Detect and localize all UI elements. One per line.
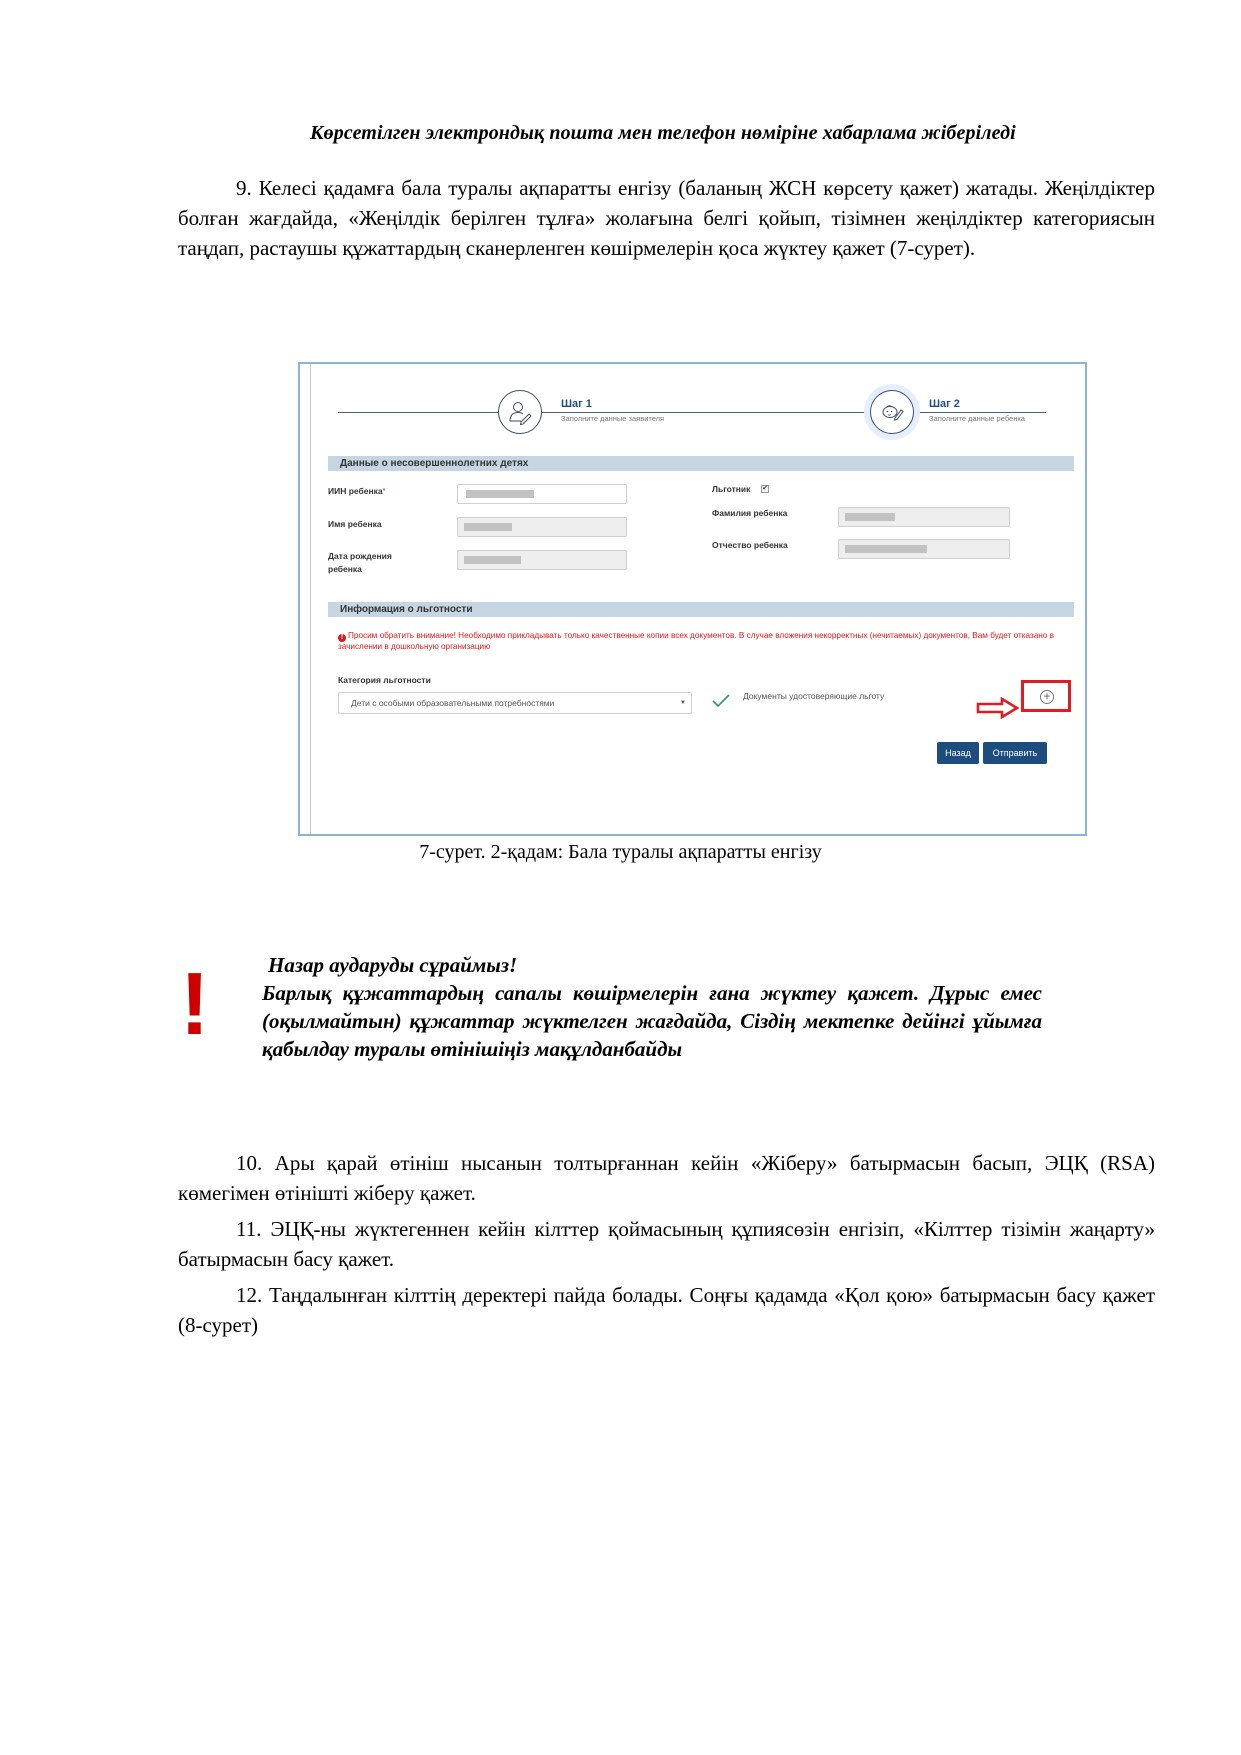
step-1-circle xyxy=(498,390,542,434)
birth-date-label: Дата рождения ребенка xyxy=(328,551,392,574)
category-label: Категория льготности xyxy=(338,675,431,685)
left-rail xyxy=(310,364,311,834)
add-document-button[interactable]: + xyxy=(1040,690,1054,704)
paragraph-11 xyxy=(178,1214,1155,1274)
child-edit-icon xyxy=(879,399,905,425)
last-name-label: Фамилия ребенка xyxy=(712,508,788,518)
patronymic-label: Отчество ребенка xyxy=(712,540,788,550)
patronymic-input[interactable] xyxy=(838,539,1010,559)
redacted-value xyxy=(464,556,521,564)
iin-label xyxy=(328,485,385,498)
paragraph-10 xyxy=(178,1148,1155,1208)
first-name-label: Имя ребенка xyxy=(328,519,382,529)
warning-body: Барлық құжаттардың сапалы көшірмелерін ғана жүктеу қажет. Дұрыс емес (оқылмайтын) құжаттар жүктелген жағдайда, Сіздің мектепке дейінгі ұйымға қабылдау туралы өтінішіңіз мақұлданбайды xyxy=(262,981,1042,1061)
iin-input[interactable] xyxy=(457,484,627,504)
alert-text: Просим обратить внимание! Необходимо прикладывать только качественные копии всех документов. В случае вложения некорректных (нечитаемых) документов, Вам будет отказано в зачислении в дошкольную организацию xyxy=(338,631,1054,651)
redacted-value xyxy=(845,545,927,553)
arrow-annotation-icon xyxy=(976,697,1020,719)
paragraph-9 xyxy=(178,173,1155,263)
warning-block xyxy=(262,951,1042,1063)
exclamation-icon: ! xyxy=(180,954,210,1053)
benefit-checkbox[interactable]: ✔ xyxy=(762,485,768,492)
paragraph-11-text: 11. ЭЦҚ-ны жүктегеннен кейін кілттер қоймасының құпиясөзін енгізіп, «Кілттер тізімін жаңарту» батырмасын басу қажет. xyxy=(178,1217,1155,1271)
birth-date-input[interactable] xyxy=(457,550,627,570)
documents-label: Документы удостоверяющие льготу xyxy=(743,691,885,701)
category-select[interactable] xyxy=(338,692,692,714)
children-section-header: Данные о несовершеннолетних детях xyxy=(328,456,1074,471)
chevron-down-icon: ▼ xyxy=(680,700,686,706)
alert-message xyxy=(338,631,1058,652)
step-2-circle xyxy=(870,390,914,434)
paragraph-12 xyxy=(178,1280,1155,1340)
last-name-input[interactable] xyxy=(838,507,1010,527)
step-2-title: Шаг 2 xyxy=(929,398,960,410)
figure-screenshot xyxy=(298,362,1087,836)
step-2-subtitle: Заполните данные ребенка xyxy=(929,414,1025,423)
submit-button[interactable]: Отправить xyxy=(983,742,1047,764)
stepper-line xyxy=(338,412,1046,413)
checkmark-icon xyxy=(712,694,730,708)
redacted-value xyxy=(845,513,895,521)
first-name-input[interactable] xyxy=(457,517,627,537)
redacted-value xyxy=(464,523,512,531)
italic-heading: Көрсетілген электрондық пошта мен телефон нөміріне хабарлама жіберіледі xyxy=(310,122,1016,144)
category-value: Дети с особыми образовательными потребностями xyxy=(351,698,555,708)
paragraph-9-text: 9. Келесі қадамға бала туралы ақпаратты енгізу (баланың ЖСН көрсету қажет) жатады. Жеңілдіктер болған жағдайда, «Жеңілдік берілген тұлға» жолағына белгі қойып, тізімнен жеңілдіктер категориясын таңдап, растаушы құжаттардың сканерленген көшірмелерін қоса жүктеу қажет (7-сурет). xyxy=(178,176,1155,260)
required-marker: * xyxy=(382,488,386,495)
iin-label-text: ИИН ребенка xyxy=(328,486,383,496)
step-1-title: Шаг 1 xyxy=(561,398,592,410)
benefit-section-header: Информация о льготности xyxy=(328,602,1074,617)
paragraph-12-text: 12. Таңдалынған кілттің деректері пайда болады. Соңғы қадамда «Қол қою» батырмасын басу қажет (8-сурет) xyxy=(178,1283,1155,1337)
alert-icon: ! xyxy=(338,634,346,642)
step-1-subtitle: Заполните данные заявителя xyxy=(561,414,665,423)
paragraph-10-text: 10. Ары қарай өтініш нысанын толтырғаннан кейін «Жіберу» батырмасын басып, ЭЦҚ (RSA) көмегімен өтінішті жіберу қажет. xyxy=(178,1151,1155,1205)
warning-title: Назар аударуды сұраймыз! xyxy=(268,953,518,977)
redacted-value xyxy=(466,490,534,498)
figure-caption: 7-сурет. 2-қадам: Бала туралы ақпаратты енгізу xyxy=(419,841,822,863)
benefit-label: Льготник xyxy=(712,484,751,494)
back-button[interactable]: Назад xyxy=(937,742,979,764)
user-edit-icon xyxy=(507,399,533,425)
